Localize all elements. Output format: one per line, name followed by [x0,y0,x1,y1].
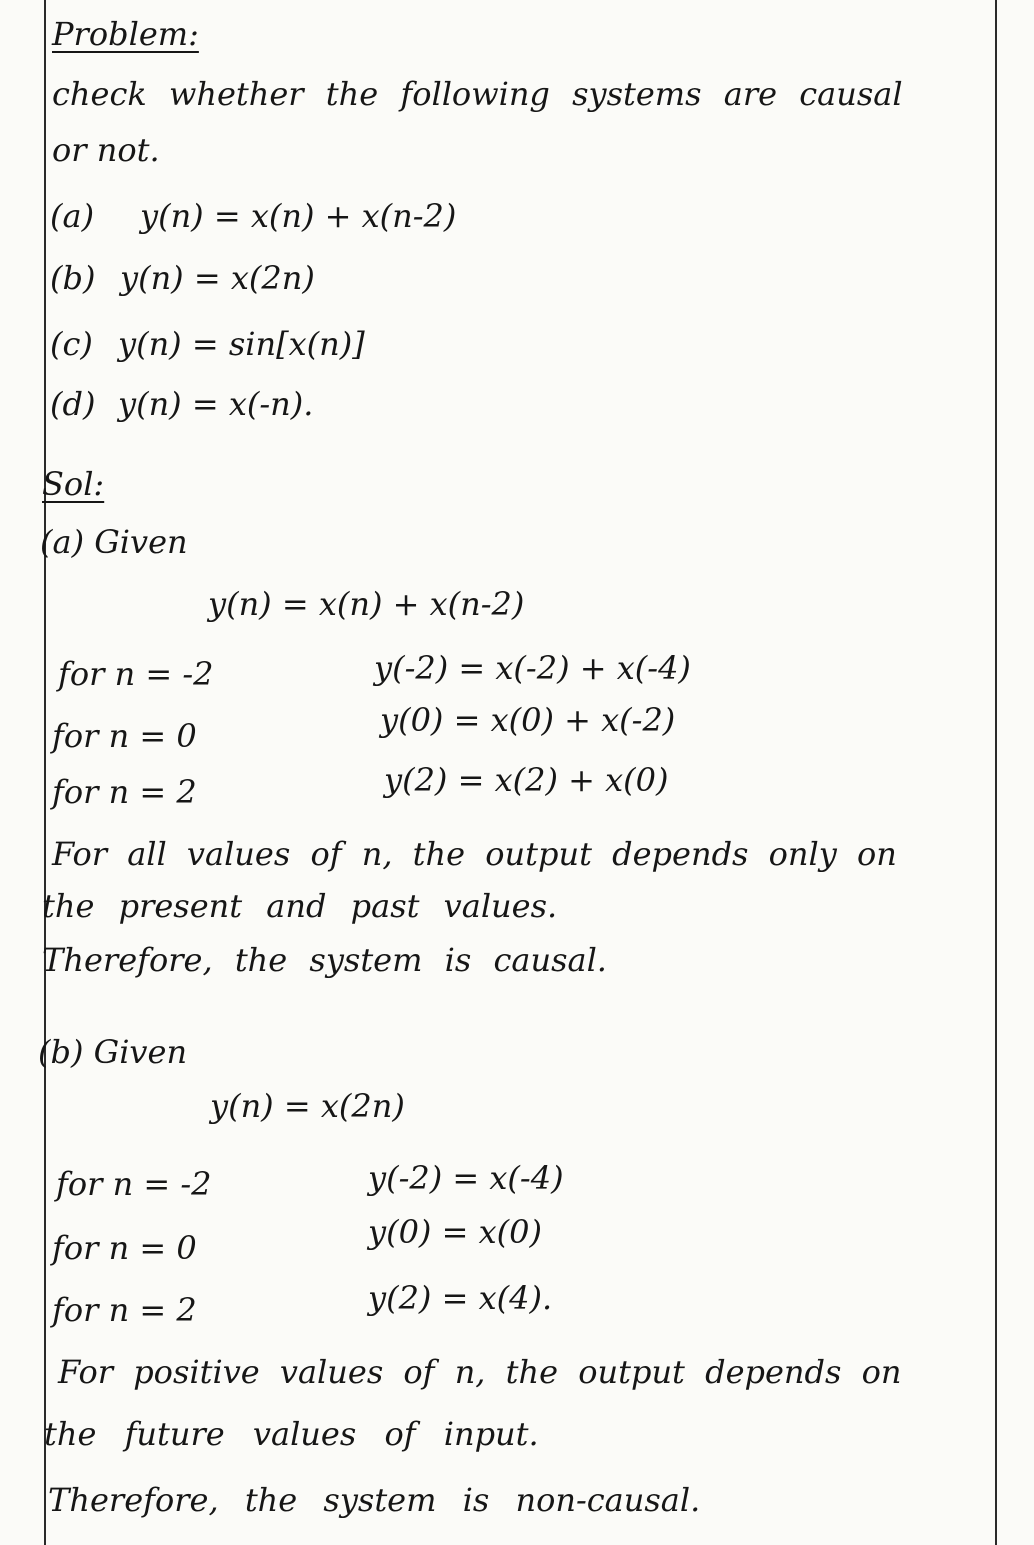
part-b-row-1-result: y(-2) = x(-4) [368,1159,564,1197]
solution-heading: Sol: [42,465,105,503]
problem-item-b-expr: y(n) = x(2n) [120,259,315,297]
part-a-row-1-condition: for n = -2 [58,655,214,693]
problem-item-a-label: (a) [50,197,95,235]
part-b-explanation-line-1: For positive values of n, the output depends on [58,1353,902,1391]
problem-item-d-label: (d) [50,385,96,423]
part-b-explanation-line-2: the future values of input. [44,1415,539,1453]
part-a-given: (a) Given [40,523,188,561]
part-a-row-1-result: y(-2) = x(-2) + x(-4) [374,649,691,687]
left-margin-line [44,0,46,1545]
problem-heading: Problem: [52,15,199,53]
problem-item-d-expr: y(n) = x(-n). [118,385,314,423]
right-border-line [995,0,997,1545]
part-b-row-1-condition: for n = -2 [56,1165,212,1203]
problem-item-c-label: (c) [50,325,93,363]
problem-intro-line-1: check whether the following systems are causal [52,75,903,113]
part-a-row-3-result: y(2) = x(2) + x(0) [384,761,669,799]
problem-item-a-expr: y(n) = x(n) + x(n-2) [140,197,457,235]
part-a-explanation-line-1: For all values of n, the output depends only on [52,835,897,873]
problem-item-b-label: (b) [50,259,96,297]
part-b-equation: y(n) = x(2n) [210,1087,405,1125]
part-a-row-2-condition: for n = 0 [52,717,197,755]
part-a-row-3-condition: for n = 2 [52,773,197,811]
problem-item-c-expr: y(n) = sin[x(n)] [118,325,365,363]
part-b-given: (b) Given [38,1033,188,1071]
part-b-row-2-result: y(0) = x(0) [368,1213,542,1251]
part-b-row-2-condition: for n = 0 [52,1229,197,1267]
part-b-row-3-condition: for n = 2 [52,1291,197,1329]
part-b-row-3-result: y(2) = x(4). [368,1279,553,1317]
part-a-row-2-result: y(0) = x(0) + x(-2) [380,701,676,739]
part-b-conclusion: Therefore, the system is non-causal. [48,1481,701,1519]
part-a-explanation-line-2: the present and past values. [42,887,558,925]
problem-intro-line-2: or not. [52,131,160,169]
part-a-equation: y(n) = x(n) + x(n-2) [208,585,525,623]
part-a-conclusion: Therefore, the system is causal. [42,941,607,979]
